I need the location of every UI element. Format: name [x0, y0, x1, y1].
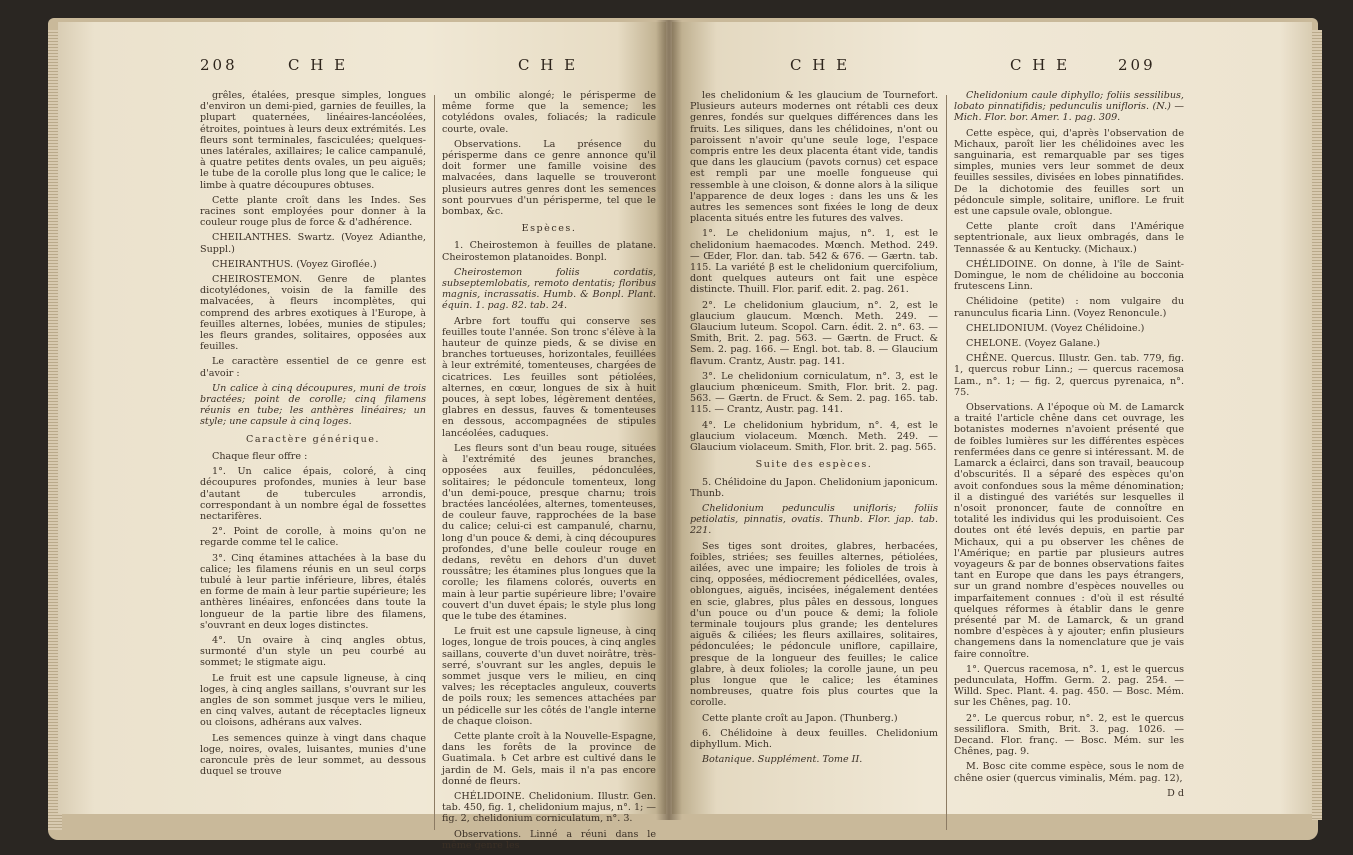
- footer-signature: Botanique. Supplément. Tome II.: [702, 754, 863, 766]
- left-page-number: 208: [200, 56, 238, 74]
- left-running-head: C H E: [288, 56, 349, 74]
- right-page-number: 209: [1118, 56, 1156, 74]
- paragraph: 1°. Quercus racemosa, n°. 1, est le quercus pedunculata, Hoffm. Germ. 2. pag. 254. — Willd. Spec. Plant. 4. pag. 450. — Bosc. Mém. sur les Chênes, pag. 10.: [954, 663, 1184, 709]
- paragraph: 3°. Le chelidonium corniculatum, n°. 3, est le glaucium phœniceum. Smith, Flor. brit. 2. pag. 563. — Gærtn. de Fruct. & Sem. 2. pag. 165. tab. 115. — Crantz, Austr. pag. 141.: [690, 370, 938, 416]
- section-heading: Suite des espèces.: [755, 459, 873, 471]
- paragraph: Cette plante croît à la Nouvelle-Espagne, dans les forêts de la province de Guatimala. ♄ Cet arbre est cultivé dans le jardin de M. Gels, mais il n'a pas encore donné de fleurs.: [442, 730, 656, 787]
- paragraph: 1. Cheirostemon à feuilles de platane. Cheirostemon platanoides. Bonpl.: [442, 240, 656, 263]
- paragraph: CHÊNE. Quercus. Illustr. Gen. tab. 779, fig. 1, quercus robur Linn.; — quercus racemosa Lam., n°. 1; — fig. 2, quercus pyrenaica, n°. 75.: [954, 353, 1184, 398]
- right-page-column-1: [690, 90, 938, 769]
- right-column-rule: [946, 95, 947, 830]
- paragraph: Ses tiges sont droites, glabres, herbacées, foibles, striées; ses feuilles alternes, pétiolées, ailées, avec une impaire; les folioles de trois à cinq, opposées, médiocrement pédicellées, ovales, oblongues, aiguës, incisées, inégalement dentées en scie, glabres, plus pâles en dessous, longues d'un pouce ou d'un pouce & demi; la foliole terminale toujours plus grande; les dentelures aiguës & ciliées; les fleurs axillaires, solitaires, pédonculées; le pédoncule uniflore, capillaire, presque de la longueur des feuilles; le calice glabre, à deux folioles; la corolle jaune, un peu plus longue que le calice; les étamines nombreuses, quatre fois plus courtes que la corolle.: [690, 540, 938, 709]
- paragraph: 2°. Le quercus robur, n°. 2, est le quercus sessiliflora. Smith, Brit. 3. pag. 1026. — Decand. Flor. franç. — Bosc. Mém. sur les Chênes, pag. 9.: [954, 712, 1184, 758]
- paragraph: 5. Chélidoine du Japon. Chelidonium japonicum. Thunb.: [690, 476, 938, 499]
- section-heading: Espèces.: [521, 223, 577, 235]
- paragraph: CHÉLIDOINE. Chelidonium. Illustr. Gen. tab. 450, fig. 1, chelidonium majus, n°. 1; — fig. 2, chelidonium corniculatum, n°. 3.: [442, 790, 656, 825]
- paragraph: Cheirostemon foliis cordatis, subseptemlobatis, remoto dentatis; floribus magnis, incrassatis. Humb. & Bonpl. Plant. équin. 1. pag. 82. tab. 24.: [442, 266, 656, 312]
- paragraph: les chelidonium & les glaucium de Tournefort. Plusieurs auteurs modernes ont rétabli ces deux genres, fondés sur quelques différences dans les fruits. Les siliques, dans les chélidoines, n'ont ou paroissent n'avoir qu'une seule loge, l'espace compris entre les deux placenta étant vide, tandis que dans les glaucium (pavots cornus) cet espace est rempli par une moelle fongueuse qui ressemble à une cloison, & donne alors à la silique l'apparence de deux loges : dans les uns & les autres les semences sont fixées le long de deux placenta situés entre les futures des valves.: [690, 90, 938, 225]
- paragraph: Observations. Linné a réuni dans le même genre les: [442, 828, 656, 851]
- paragraph: Le caractère essentiel de ce genre est d'avoir :: [200, 356, 426, 379]
- paragraph: 1°. Un calice épais, coloré, à cinq découpures profondes, munies à leur base d'autant de tubercules arrondis, correspondant à un nombre égal de fossettes nectarifères.: [200, 466, 426, 522]
- paragraph: Les fleurs sont d'un beau rouge, situées à l'extrémité des jeunes branches, opposées aux feuilles, pédonculées, solitaires; le pédoncule tomenteux, long d'un demi-pouce, presque charnu; trois bractées lancéolées, alternes, tomenteuses, de couleur fauve, rapprochées de la base du calice; celui-ci est campanulé, charnu, long d'un pouce & demi, à cinq découpures profondes, d'une belle couleur rouge en dedans, revêtu en dehors d'un duvet roussâtre; les étamines plus longues que la corolle; les filamens colorés, ouverts en main à leur partie supérieure libre; l'ovaire couvert d'un duvet épais; le style plus long que le tube des étamines.: [442, 442, 656, 622]
- paragraph: 3°. Cinq étamines attachées à la base du calice; les filamens réunis en un seul corps tubulé à leur partie inférieure, libres, étalés en forme de main à leur partie supérieure; les anthères linéaires, enfoncées dans toute la longueur de la partie libre des filamens, s'ouvrant en deux loges distinctes.: [200, 552, 426, 631]
- signature-mark: D d: [1167, 787, 1184, 799]
- right-page-edges: [1312, 30, 1322, 820]
- paragraph: Les semences quinze à vingt dans chaque loge, noires, ovales, luisantes, munies d'une caroncule près de leur sommet, au dessous duquel se trouve: [200, 732, 426, 778]
- right-running-head: C H E: [790, 56, 851, 74]
- paragraph: Observations. A l'époque où M. de Lamarck a traité l'article chêne dans cet ouvrage, les botanistes modernes n'avoient présenté que de foibles lumières sur les différentes espèces renfermées dans ce genre si intéressant. M. de Lamarck a éclairci, dans son travail, beaucoup d'obscurités. Il a séparé des espèces qu'on avoit confondues sous la même dénomination; il a distingué des variétés sur lesquelles il n'osoit prononcer, faute de connoître en totalité les individus qui les produisoient. Ces doutes ont été levés depuis, en partie par Michaux, qui a pu observer les chênes de l'Amérique; en partie par plusieurs autres voyageurs & par de bonnes observations faites tant en Europe que dans les pays étrangers, sur un grand nombre d'espèces nouvelles ou imparfaitement connues : d'où il est résulté quelques réformes à établir dans le genre présenté par M. de Lamarck, & un grand nombre d'espèces à y ajouter; enfin plusieurs changemens dans la nomenclature que je vais faire connoître.: [954, 402, 1184, 660]
- paragraph: 1°. Le chelidonium majus, n°. 1, est le chelidonium haemacodes. Mœnch. Method. 249. — Œder, Flor. dan. tab. 542 & 676. — Gærtn. tab. 115. La variété β est le chelidonium quercifolium, dont quelques auteurs ont fait une espèce distincte. Thuill. Flor. parif. edit. 2. pag. 261.: [690, 228, 938, 296]
- left-running-head-2: C H E: [518, 56, 579, 74]
- paragraph: grêles, étalées, presque simples, longues d'environ un demi-pied, garnies de feuilles, la plupart quaternées, linéaires-lancéolées, étroites, pointues à leurs deux extrémités. Les fleurs sont terminales, fasciculées; quelques-unes latérales, axillaires; le calice campanulé, à quatre petites dents ovales, un peu aiguës; le tube de la corolle plus long que le calice; le limbe à quatre découpures obtuses.: [200, 90, 426, 191]
- paragraph: Observations. La présence du périsperme dans ce genre annonce qu'il doit former une famille voisine des malvacées, dans laquelle se trouveront plusieurs autres genres dont les semences sont pourvues d'un périsperme, tel que le bombax, &c.: [442, 138, 656, 218]
- paragraph: 4°. Un ovaire à cinq angles obtus, surmonté d'un style un peu courbé au sommet; le stigmate aigu.: [200, 634, 426, 669]
- paragraph: Le fruit est une capsule ligneuse, à cinq loges, longue de trois pouces, à cinq angles saillans, couverte d'un duvet noirâtre, très-serré, s'ouvrant sur les angles, depuis le sommet jusque vers le milieu, en cinq valves; les réceptacles anguleux, couverts de poils roux; les semences attachées par un pédicelle sur les côtés de l'angle interne de chaque cloison.: [442, 626, 656, 727]
- paragraph: Chelidonium pedunculis unifloris; foliis petiolatis, pinnatis, ovatis. Thunb. Flor. jap. tab. 221.: [690, 502, 938, 537]
- paragraph: Arbre fort touffu qui conserve ses feuilles toute l'année. Son tronc s'élève à la hauteur de quinze pieds, & se divise en branches tortueuses, horizontales, feuillées à leur extrémité, tomenteuses, chargées de cicatrices. Les feuilles sont pétiolées, alternes, en cœur, longues de six à huit pouces, à sept lobes, légèrement dentées, glabres en dessus, fauves & tomenteuses en dessous, accompagnées de stipules lancéolées, caduques.: [442, 315, 656, 439]
- paragraph: Cette plante croît au Japon. (Thunberg.): [702, 712, 898, 724]
- left-page-column-1: [200, 90, 426, 781]
- paragraph: Cette espèce, qui, d'après l'observation de Michaux, paroît lier les chélidoines avec les sanguinaria, est remarquable par ses tiges simples, munies vers leur sommet de deux feuilles sessiles, divisées en lobes pinnatifides. De la dichotomie des feuilles sort un pédoncule simple, solitaire, uniflore. Le fruit est une capsule ovale, oblongue.: [954, 127, 1184, 218]
- paragraph: CHEIRANTHUS. (Voyez Giroflée.): [212, 258, 377, 270]
- paragraph: 2°. Point de corolle, à moins qu'on ne regarde comme tel le calice.: [200, 526, 426, 549]
- paragraph: Chélidoine (petite) : nom vulgaire du ranunculus ficaria Linn. (Voyez Renoncule.): [954, 296, 1184, 319]
- paragraph: CHEIROSTEMON. Genre de plantes dicotylédones, voisin de la famille des malvacées, à fleurs incomplètes, qui comprend des arbres exotiques à l'Europe, à feuilles alternes, lobées, munies de stipules; les fleurs grandes, solitaires, opposées aux feuilles.: [200, 274, 426, 353]
- section-heading: Caractère générique.: [246, 433, 380, 445]
- paragraph: CHEILANTHES. Swartz. (Voyez Adianthe, Suppl.): [200, 232, 426, 255]
- left-page-column-2: [442, 90, 656, 855]
- paragraph: Chelidonium caule diphyllo; foliis sessilibus, lobato pinnatifidis; pedunculis unifloris. (N.) — Mich. Flor. bor. Amer. 1. pag. 309.: [954, 90, 1184, 124]
- paragraph: CHELIDONIUM. (Voyez Chélidoine.): [966, 322, 1145, 334]
- paragraph: Le fruit est une capsule ligneuse, à cinq loges, à cinq angles saillans, s'ouvrant sur les angles de son sommet jusque vers le milieu, en cinq valves, autant de réceptacles ligneux ou cloisons, adhérans aux valves.: [200, 672, 426, 729]
- paragraph: Chaque fleur offre :: [212, 450, 308, 462]
- book-gutter: [656, 20, 682, 820]
- paragraph: M. Bosc cite comme espèce, sous le nom de chêne osier (quercus viminalis, Mém. pag. 12),: [954, 761, 1184, 784]
- paragraph: Un calice à cinq découpures, muni de trois bractées; point de corolle; cinq filamens réunis en tube; les anthères linéaires; un style; une capsule à cinq loges.: [200, 382, 426, 428]
- right-page-column-2: [954, 90, 1184, 803]
- paragraph: 6. Chélidoine à deux feuilles. Chelidonium diphyllum. Mich.: [690, 727, 938, 750]
- paragraph: Cette plante croît dans l'Amérique septentrionale, aux lieux ombragés, dans le Tennassée & au Kentucky. (Michaux.): [954, 221, 1184, 255]
- paragraph: 4°. Le chelidonium hybridum, n°. 4, est le glaucium violaceum. Mœnch. Meth. 249. — Glaucium violaceum. Smith, Flor. brit. 2. pag. 565.: [690, 419, 938, 454]
- paragraph: Cette plante croît dans les Indes. Ses racines sont employées pour donner à la couleur rouge plus de force & d'adhérence.: [200, 194, 426, 229]
- right-running-head-2: C H E: [1010, 56, 1071, 74]
- paragraph: CHELONE. (Voyez Galane.): [966, 338, 1101, 350]
- left-column-rule: [434, 95, 435, 830]
- paragraph: 2°. Le chelidonium glaucium, n°. 2, est le glaucium glaucum. Mœnch. Meth. 249. — Glaucium luteum. Scopol. Carn. édit. 2. n°. 63. — Smith, Brit. 2. pag. 563. — Gærtn. de Fruct. & Sem. 2. pag. 166. — Engl. bot. tab. 8. — Glaucium flavum. Crantz, Austr. pag. 141.: [690, 299, 938, 367]
- paragraph: un ombilic alongé; le périsperme de même forme que la semence; les cotylédons ovales, foliacés; la radicule courte, ovale.: [442, 90, 656, 135]
- paragraph: CHÉLIDOINE. On donne, à l'île de Saint-Domingue, le nom de chélidoine au bocconia frutescens Linn.: [954, 258, 1184, 293]
